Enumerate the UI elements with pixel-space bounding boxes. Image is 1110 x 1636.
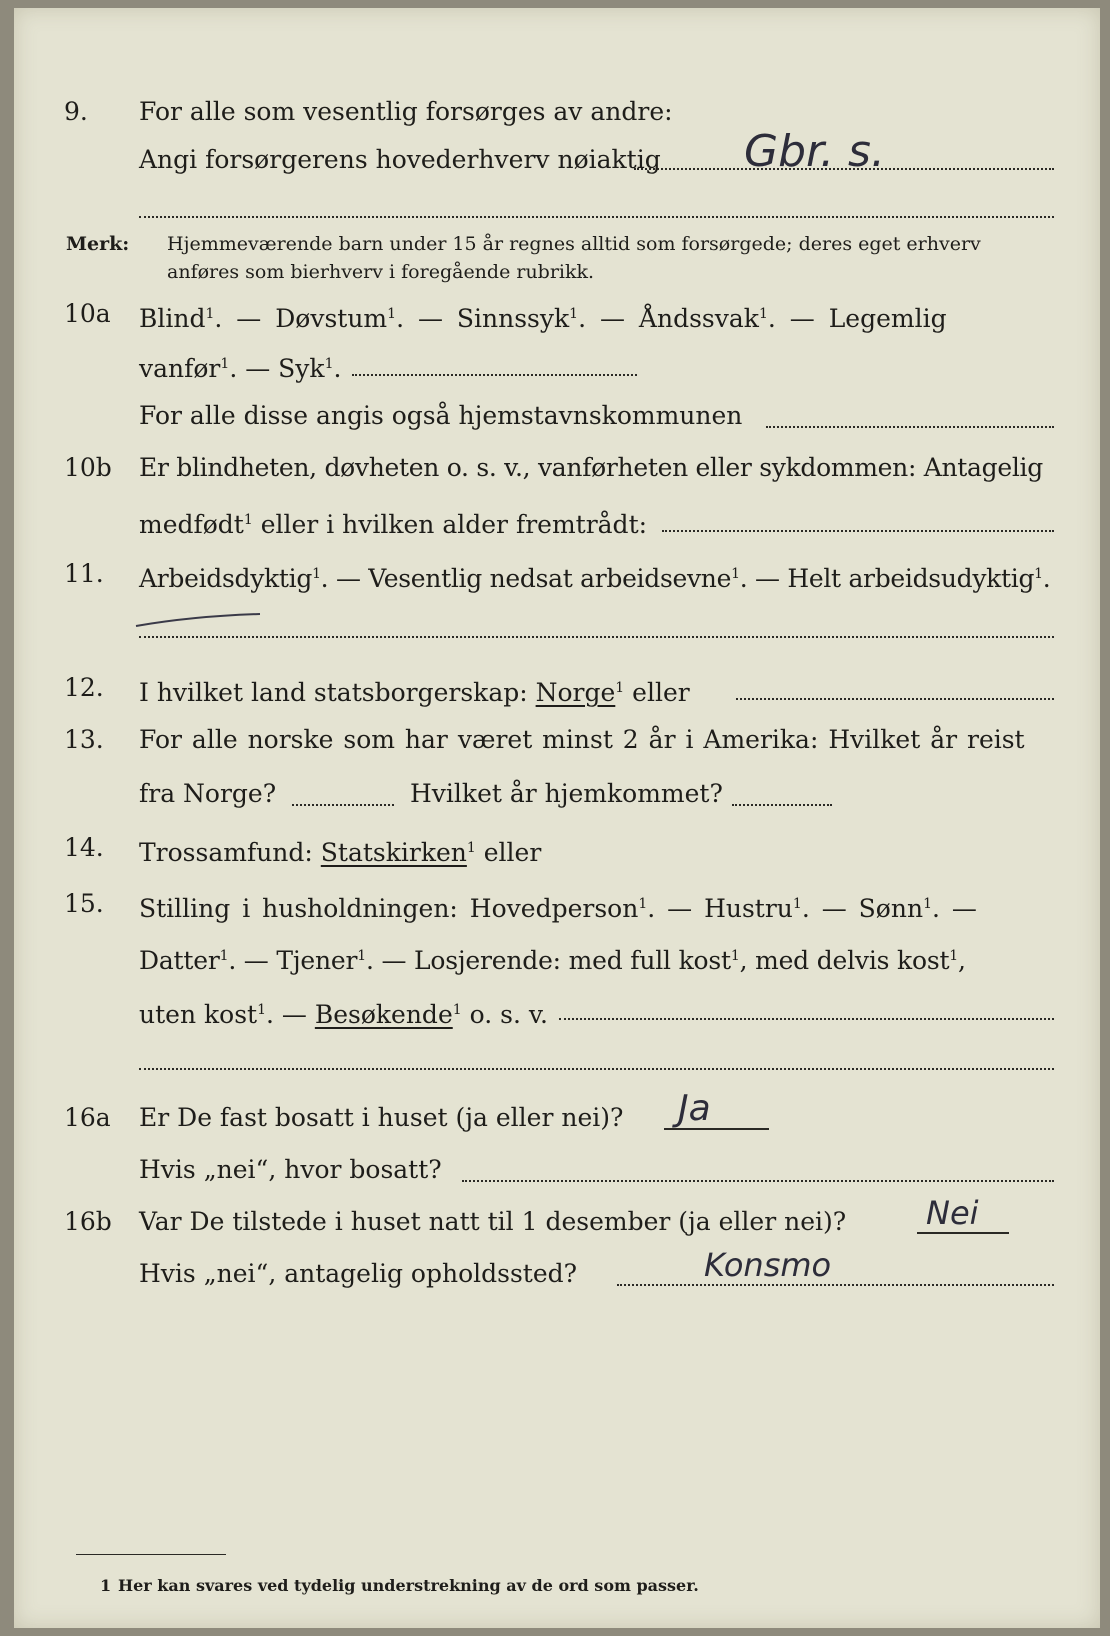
footnote-text: Her kan svares ved tydelig understrekning av de ord som passer. <box>118 1576 699 1595</box>
q16a-text1: Er De fast bosatt i huset (ja eller nei)? <box>139 1103 624 1132</box>
q9-number: 9. <box>64 97 88 126</box>
q10b-alder-line <box>662 530 1054 532</box>
q13-text2a: fra Norge? <box>139 779 277 808</box>
q9-extra-line <box>139 216 1054 218</box>
q10a-text1: Blind$^1$. — Døvstum$^1$. — Sinnssyk$^1$. — Åndssvak$^1$. — Legemlig <box>139 304 947 333</box>
merk-text1: Hjemmeværende barn under 15 år regnes alltid som forsørgede; deres eget erhverv <box>167 233 981 255</box>
q9-text1: For alle som vesentlig forsørges av andre: <box>139 97 673 126</box>
q16b-opholdssted-line <box>617 1284 1054 1286</box>
q10b-number: 10b <box>64 453 112 482</box>
q14-text: Trossamfund: Statskirken$^1$ eller <box>139 838 542 867</box>
q16b-answer2[interactable]: Konsmo <box>704 1246 832 1284</box>
q16b-answer-line <box>917 1232 1009 1234</box>
census-form-page <box>14 8 1100 1628</box>
q10b-text2: medfødt$^1$ eller i hvilken alder fremtrådt: <box>139 510 648 539</box>
q15-answer-line <box>559 1018 1054 1020</box>
q16b-number: 16b <box>64 1207 112 1236</box>
footnote-marker: 1 <box>100 1576 112 1595</box>
q13-hjemkommet-line <box>732 804 832 806</box>
q12-number: 12. <box>64 673 104 702</box>
q14-statskirken-underlined[interactable]: Statskirken <box>320 838 467 867</box>
q12-text: I hvilket land statsborgerskap: Norge$^1$ eller <box>139 678 690 707</box>
footnote-rule <box>76 1554 226 1555</box>
q11-number: 11. <box>64 559 104 588</box>
q11-pen-stroke <box>134 608 264 632</box>
q13-number: 13. <box>64 725 104 754</box>
q10b-text1: Er blindheten, døvheten o. s. v., vanførheten eller sykdommen: Antagelig <box>139 453 1043 482</box>
q13-text1: For alle norske som har været minst 2 år i Amerika: Hvilket år reist <box>139 725 1025 754</box>
q13-reist-line <box>292 804 394 806</box>
q12-answer-line <box>736 698 1054 700</box>
q15-text1: Stilling i husholdningen: Hovedperson$^1$. — Hustru$^1$. — Sønn$^1$. — <box>139 894 977 923</box>
q13-text2b: Hvilket år hjemkommet? <box>410 779 723 808</box>
q15-text2: Datter$^1$. — Tjener$^1$. — Losjerende: med full kost$^1$, med delvis kost$^1$, <box>139 946 966 975</box>
q16a-bosatt-line <box>462 1180 1054 1182</box>
q16b-answer[interactable]: Nei <box>926 1194 979 1232</box>
q15-extra-line <box>139 1068 1054 1070</box>
q15-number: 15. <box>64 889 104 918</box>
q14-number: 14. <box>64 833 104 862</box>
q10a-text3: For alle disse angis også hjemstavnskommunen <box>139 401 743 430</box>
q10a-syk-line <box>352 374 637 376</box>
merk-label: Merk: <box>66 233 130 255</box>
q12-norge-underlined[interactable]: Norge <box>535 678 616 707</box>
q16b-text2: Hvis „nei“, antagelig opholdssted? <box>139 1259 578 1288</box>
q16a-text2: Hvis „nei“, hvor bosatt? <box>139 1155 442 1184</box>
q11-text1: Arbeidsdyktig$^1$. — Vesentlig nedsat arbeidsevne$^1$. — Helt arbeidsudyktig$^1$. <box>139 564 1051 593</box>
q10a-text2: vanfør$^1$. — Syk$^1$. <box>139 354 342 383</box>
q16a-number: 16a <box>64 1103 111 1132</box>
merk-text2: anføres som bierhverv i foregående rubrikk. <box>167 261 595 283</box>
q10a-number: 10a <box>64 299 111 328</box>
q9-answer[interactable]: Gbr. s. <box>744 126 885 177</box>
q16a-answer[interactable]: Ja <box>678 1088 711 1129</box>
q11-answer-line <box>139 636 1054 638</box>
q15-text3: uten kost$^1$. — Besøkende$^1$ o. s. v. <box>139 1000 548 1029</box>
q10a-hjemstavn-line <box>766 426 1054 428</box>
q15-besokende-underlined[interactable]: Besøkende <box>314 1000 453 1029</box>
q16b-text1: Var De tilstede i huset natt til 1 desember (ja eller nei)? <box>139 1207 847 1236</box>
q9-text2: Angi forsørgerens hovederhverv nøiaktig <box>139 145 661 174</box>
